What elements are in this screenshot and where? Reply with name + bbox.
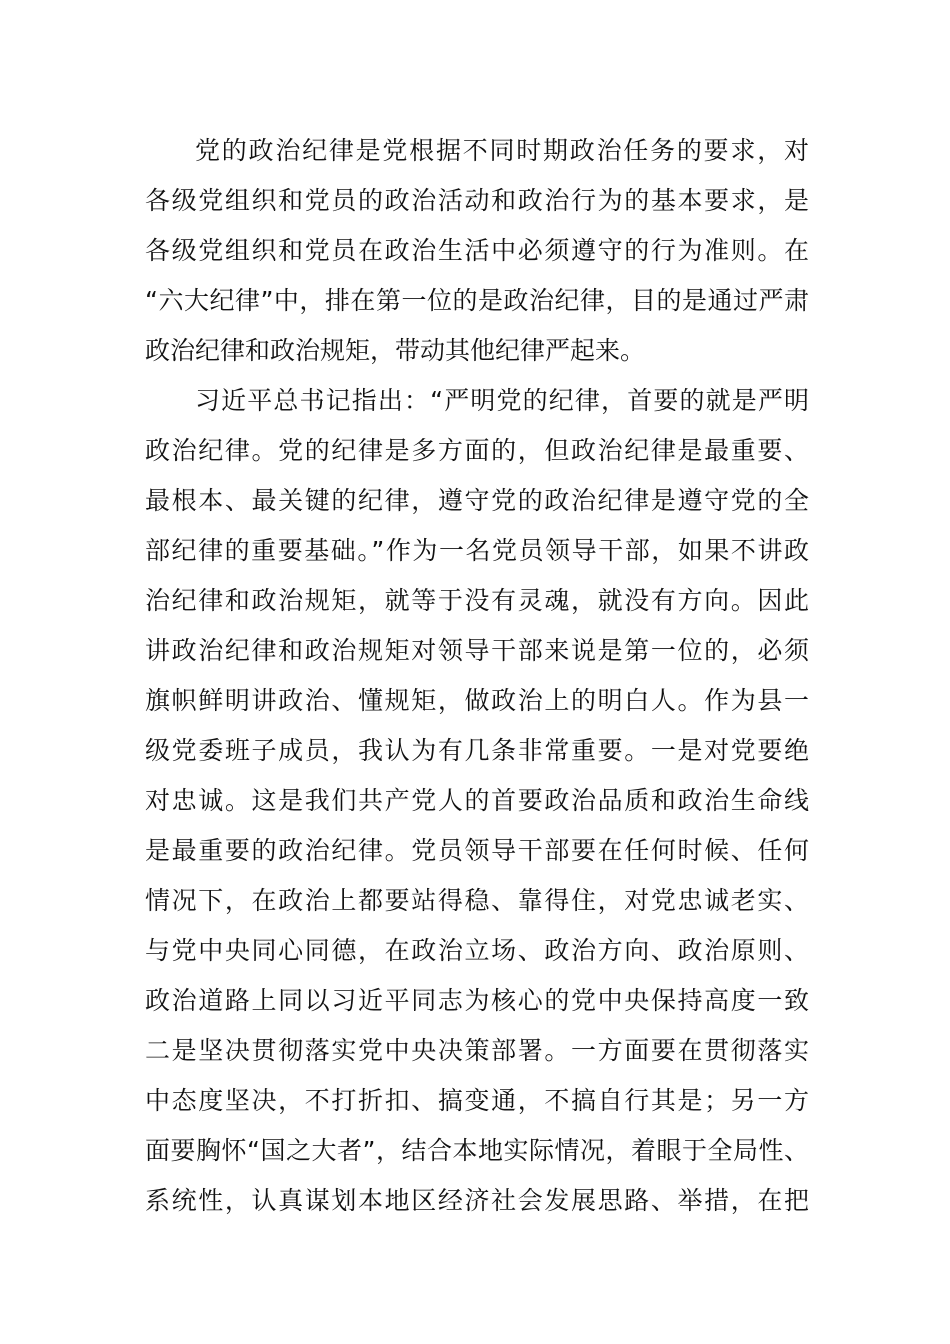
text-line [145, 526, 809, 576]
line-text: 中态度坚决，不打折扣、搞变通，不搞自行其是；另一方 [145, 1086, 809, 1115]
text-line [145, 226, 809, 276]
text-line [145, 1176, 809, 1226]
text-line [145, 726, 809, 776]
text-line [145, 626, 809, 676]
text-line [145, 776, 809, 826]
text-line [145, 1126, 809, 1176]
document-body [145, 126, 809, 1226]
text-line [145, 976, 809, 1026]
line-text: 部纪律的重要基础。”作为一名党员领导干部，如果不讲政 [145, 536, 809, 565]
line-text: 习近平总书记指出：“严明党的纪律，首要的就是严明 [195, 386, 809, 415]
text-line [145, 376, 809, 426]
text-line [145, 326, 809, 376]
text-line [145, 926, 809, 976]
paragraph-2 [145, 376, 809, 1226]
text-line [145, 576, 809, 626]
line-text: 治纪律和政治规矩，就等于没有灵魂，就没有方向。因此 [145, 586, 809, 615]
text-line [145, 426, 809, 476]
line-text: 系统性，认真谋划本地区经济社会发展思路、举措，在把 [145, 1186, 809, 1215]
line-text: 各级党组织和党员的政治活动和政治行为的基本要求，是 [145, 186, 809, 215]
line-text: 旗帜鲜明讲政治、懂规矩，做政治上的明白人。作为县一 [145, 686, 809, 715]
line-text: 级党委班子成员，我认为有几条非常重要。一是对党要绝 [145, 736, 809, 765]
line-text: 政治纪律。党的纪律是多方面的，但政治纪律是最重要、 [145, 436, 809, 465]
line-text: 面要胸怀“国之大者”，结合本地实际情况，着眼于全局性、 [145, 1136, 809, 1165]
line-text: 情况下，在政治上都要站得稳、靠得住，对党忠诚老实、 [145, 886, 809, 915]
text-line [145, 476, 809, 526]
text-line [145, 876, 809, 926]
line-text: 与党中央同心同德，在政治立场、政治方向、政治原则、 [145, 936, 809, 965]
text-line [145, 276, 809, 326]
line-text: 最根本、最关键的纪律，遵守党的政治纪律是遵守党的全 [145, 486, 809, 515]
text-line [145, 826, 809, 876]
line-text: 二是坚决贯彻落实党中央决策部署。一方面要在贯彻落实 [145, 1036, 809, 1065]
text-line [145, 676, 809, 726]
line-text: 党的政治纪律是党根据不同时期政治任务的要求，对 [195, 136, 809, 165]
line-text: “六大纪律”中，排在第一位的是政治纪律，目的是通过严肃 [145, 286, 809, 315]
line-text: 对忠诚。这是我们共产党人的首要政治品质和政治生命线 [145, 786, 809, 815]
line-text: 讲政治纪律和政治规矩对领导干部来说是第一位的，必须 [145, 636, 809, 665]
line-text: 政治道路上同以习近平同志为核心的党中央保持高度一致 [145, 986, 809, 1015]
line-text: 政治纪律和政治规矩，带动其他纪律严起来。 [145, 336, 646, 365]
text-line [145, 1026, 809, 1076]
text-line [145, 176, 809, 226]
text-line [145, 1076, 809, 1126]
text-line [145, 126, 809, 176]
paragraph-1 [145, 126, 809, 376]
line-text: 各级党组织和党员在政治生活中必须遵守的行为准则。在 [145, 236, 809, 265]
line-text: 是最重要的政治纪律。党员领导干部要在任何时候、任何 [145, 836, 809, 865]
